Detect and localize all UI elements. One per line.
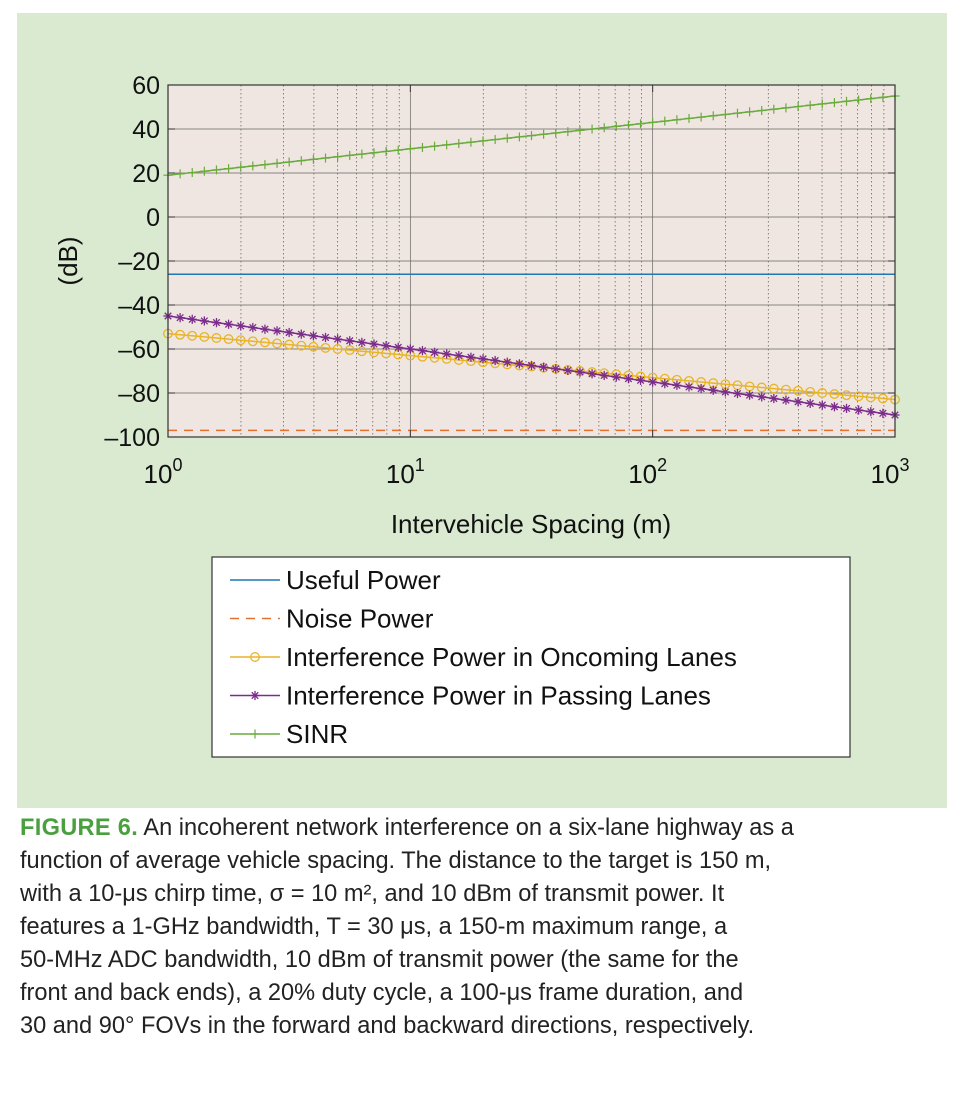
marker-asterisk	[478, 354, 487, 363]
marker-asterisk	[551, 364, 560, 373]
marker-asterisk	[345, 336, 354, 345]
marker-asterisk	[503, 358, 512, 367]
marker-asterisk	[272, 326, 281, 335]
marker-asterisk	[430, 348, 439, 357]
legend-label: Useful Power	[286, 565, 441, 595]
marker-asterisk	[672, 381, 681, 390]
legend-label: Noise Power	[286, 603, 434, 634]
marker-asterisk	[321, 333, 330, 342]
legend	[212, 557, 850, 757]
x-tick-label: $10^2$	[628, 455, 668, 489]
x-tick-label: $10^0$	[143, 455, 183, 489]
marker-asterisk	[515, 359, 524, 368]
y-tick-label: –20	[118, 248, 160, 276]
marker-asterisk	[624, 374, 633, 383]
x-tick-label: $10^1$	[385, 455, 425, 489]
marker-asterisk	[357, 338, 366, 347]
y-tick-label: –60	[118, 336, 160, 364]
marker-asterisk	[636, 376, 645, 385]
marker-asterisk	[466, 353, 475, 362]
marker-asterisk	[309, 331, 318, 340]
caption-line: 30 and 90° FOVs in the forward and backward directions, respectively.	[20, 1013, 755, 1039]
marker-asterisk	[745, 391, 754, 400]
y-tick-label: –100	[104, 424, 160, 452]
marker-asterisk	[188, 315, 197, 324]
marker-asterisk	[527, 361, 536, 370]
legend-entry-interference-power-in-passing-lanes	[230, 681, 711, 711]
marker-asterisk	[406, 344, 415, 353]
marker-asterisk	[260, 325, 269, 334]
marker-asterisk	[830, 402, 839, 411]
marker-asterisk	[250, 691, 259, 700]
marker-asterisk	[333, 335, 342, 344]
marker-asterisk	[563, 366, 572, 375]
y-tick-label: –40	[118, 292, 160, 320]
legend-label: Interference Power in Oncoming Lanes	[286, 642, 737, 672]
legend-label: Interference Power in Passing Lanes	[286, 680, 711, 711]
marker-asterisk	[769, 394, 778, 403]
caption-line: front and back ends), a 20% duty cycle, a 100-μs frame duration, and	[20, 980, 744, 1006]
marker-asterisk	[842, 404, 851, 413]
marker-asterisk	[660, 379, 669, 388]
y-tick-label: 20	[132, 160, 160, 188]
marker-asterisk	[793, 397, 802, 406]
marker-asterisk	[200, 316, 209, 325]
marker-asterisk	[721, 387, 730, 396]
marker-asterisk	[648, 377, 657, 386]
marker-asterisk	[806, 399, 815, 408]
marker-asterisk	[818, 401, 827, 410]
marker-asterisk	[697, 384, 706, 393]
marker-asterisk	[442, 349, 451, 358]
marker-asterisk	[224, 320, 233, 329]
marker-asterisk	[248, 323, 257, 332]
marker-asterisk	[285, 328, 294, 337]
marker-asterisk	[382, 341, 391, 350]
marker-asterisk	[866, 407, 875, 416]
figure-label: FIGURE 6.	[20, 815, 139, 841]
marker-asterisk	[612, 372, 621, 381]
marker-asterisk	[781, 396, 790, 405]
figure-caption	[20, 812, 948, 1043]
marker-asterisk	[575, 368, 584, 377]
marker-asterisk	[757, 392, 766, 401]
marker-asterisk	[176, 313, 185, 322]
legend-label: SINR	[286, 719, 349, 749]
x-tick-label: $10^3$	[870, 455, 910, 489]
caption-text: An incoherent network interference on a six-lane highway as a	[138, 815, 794, 841]
marker-asterisk	[733, 389, 742, 398]
marker-asterisk	[854, 405, 863, 414]
y-tick-label: 0	[146, 204, 160, 232]
marker-asterisk	[539, 363, 548, 372]
y-tick-label: –80	[118, 380, 160, 408]
marker-asterisk	[454, 351, 463, 360]
marker-asterisk	[212, 318, 221, 327]
marker-asterisk	[709, 386, 718, 395]
marker-asterisk	[684, 382, 693, 391]
marker-asterisk	[600, 371, 609, 380]
marker-asterisk	[369, 339, 378, 348]
caption-line: function of average vehicle spacing. The distance to the target is 150 m,	[20, 848, 772, 874]
caption-line: features a 1-GHz bandwidth, T = 30 μs, a 150-m maximum range, a	[20, 914, 728, 940]
x-axis-label: Intervehicle Spacing (m)	[390, 509, 672, 539]
marker-asterisk	[297, 330, 306, 339]
y-tick-label: 60	[132, 72, 160, 100]
y-tick-label: 40	[132, 116, 160, 144]
caption-line: 50-MHz ADC bandwidth, 10 dBm of transmit power (the same for the	[20, 947, 739, 973]
marker-asterisk	[394, 343, 403, 352]
y-axis-label: (dB)	[53, 236, 83, 286]
caption-line: with a 10-μs chirp time, σ = 10 m², and 10 dBm of transmit power. It	[20, 881, 725, 907]
legend-entry-interference-power-in-oncoming-lanes	[230, 642, 737, 672]
marker-asterisk	[587, 369, 596, 378]
caption-line	[20, 812, 948, 845]
marker-asterisk	[236, 321, 245, 330]
marker-asterisk	[491, 356, 500, 365]
marker-asterisk	[878, 409, 887, 418]
marker-asterisk	[418, 346, 427, 355]
